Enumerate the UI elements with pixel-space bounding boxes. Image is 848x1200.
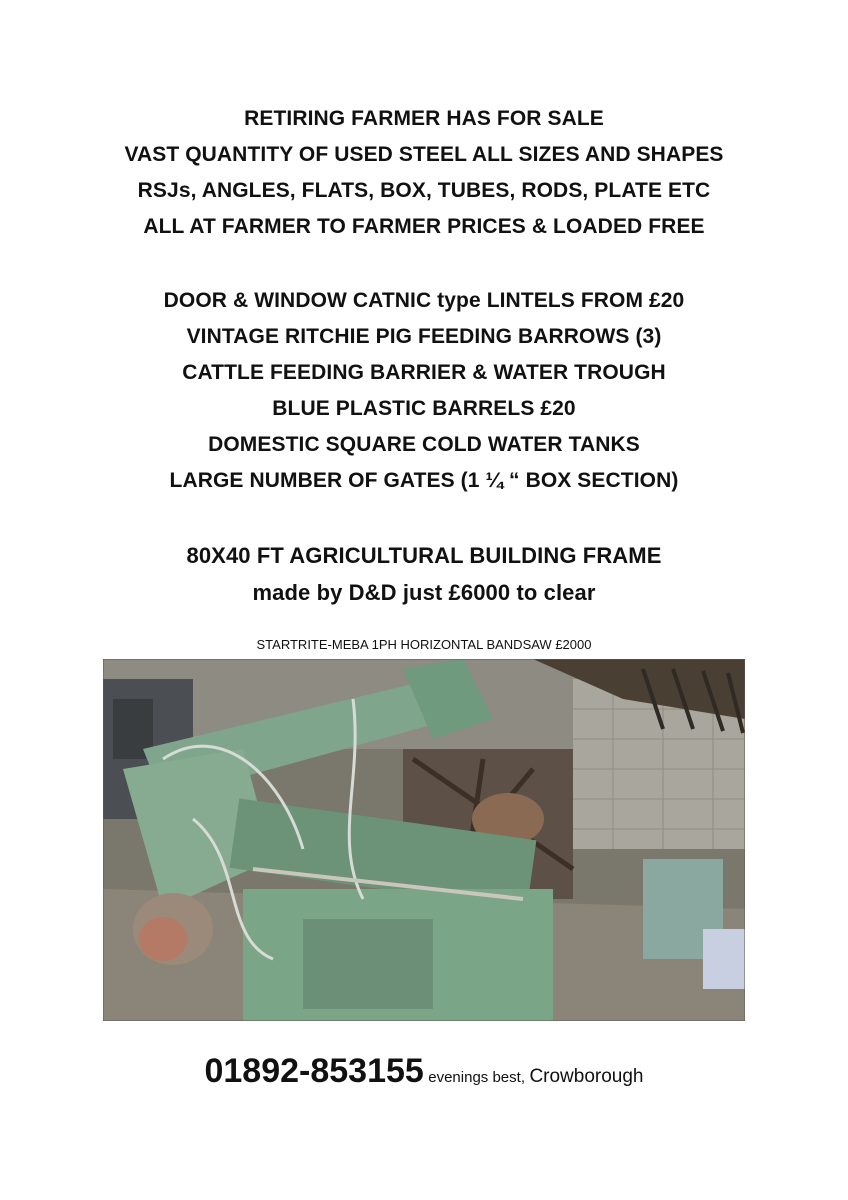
phone-number: 01892-853155 bbox=[204, 1052, 424, 1090]
contact-line bbox=[0, 1052, 848, 1091]
items-list bbox=[0, 283, 848, 499]
bandsaw-photo bbox=[103, 659, 745, 1021]
intro-line: RSJs, ANGLES, FLATS, BOX, TUBES, RODS, PLATE ETC bbox=[137, 179, 711, 202]
contact-location: Crowborough bbox=[529, 1066, 644, 1087]
item-line: DOMESTIC SQUARE COLD WATER TANKS bbox=[208, 433, 640, 456]
building-line: 80X40 FT AGRICULTURAL BUILDING FRAME bbox=[186, 543, 662, 568]
item-line: DOOR & WINDOW CATNIC type LINTELS FROM £20 bbox=[163, 289, 685, 312]
intro-section bbox=[0, 101, 848, 245]
intro-line: VAST QUANTITY OF USED STEEL ALL SIZES AND SHAPES bbox=[124, 143, 724, 166]
intro-line: RETIRING FARMER HAS FOR SALE bbox=[244, 107, 604, 130]
item-line: BLUE PLASTIC BARRELS £20 bbox=[272, 397, 576, 420]
contact-note: evenings best, bbox=[428, 1069, 525, 1086]
building-line: made by D&D just £6000 to clear bbox=[252, 580, 596, 605]
bandsaw-illustration bbox=[103, 659, 745, 1021]
item-line: CATTLE FEEDING BARRIER & WATER TROUGH bbox=[182, 361, 666, 384]
building-frame-section bbox=[0, 537, 848, 611]
item-line: VINTAGE RITCHIE PIG FEEDING BARROWS (3) bbox=[186, 325, 662, 348]
intro-line: ALL AT FARMER TO FARMER PRICES & LOADED FREE bbox=[143, 215, 705, 238]
item-line: LARGE NUMBER OF GATES (1 ¼ “ BOX SECTION) bbox=[169, 469, 679, 492]
bandsaw-caption: STARTRITE-MEBA 1PH HORIZONTAL BANDSAW £2000 bbox=[256, 637, 592, 652]
